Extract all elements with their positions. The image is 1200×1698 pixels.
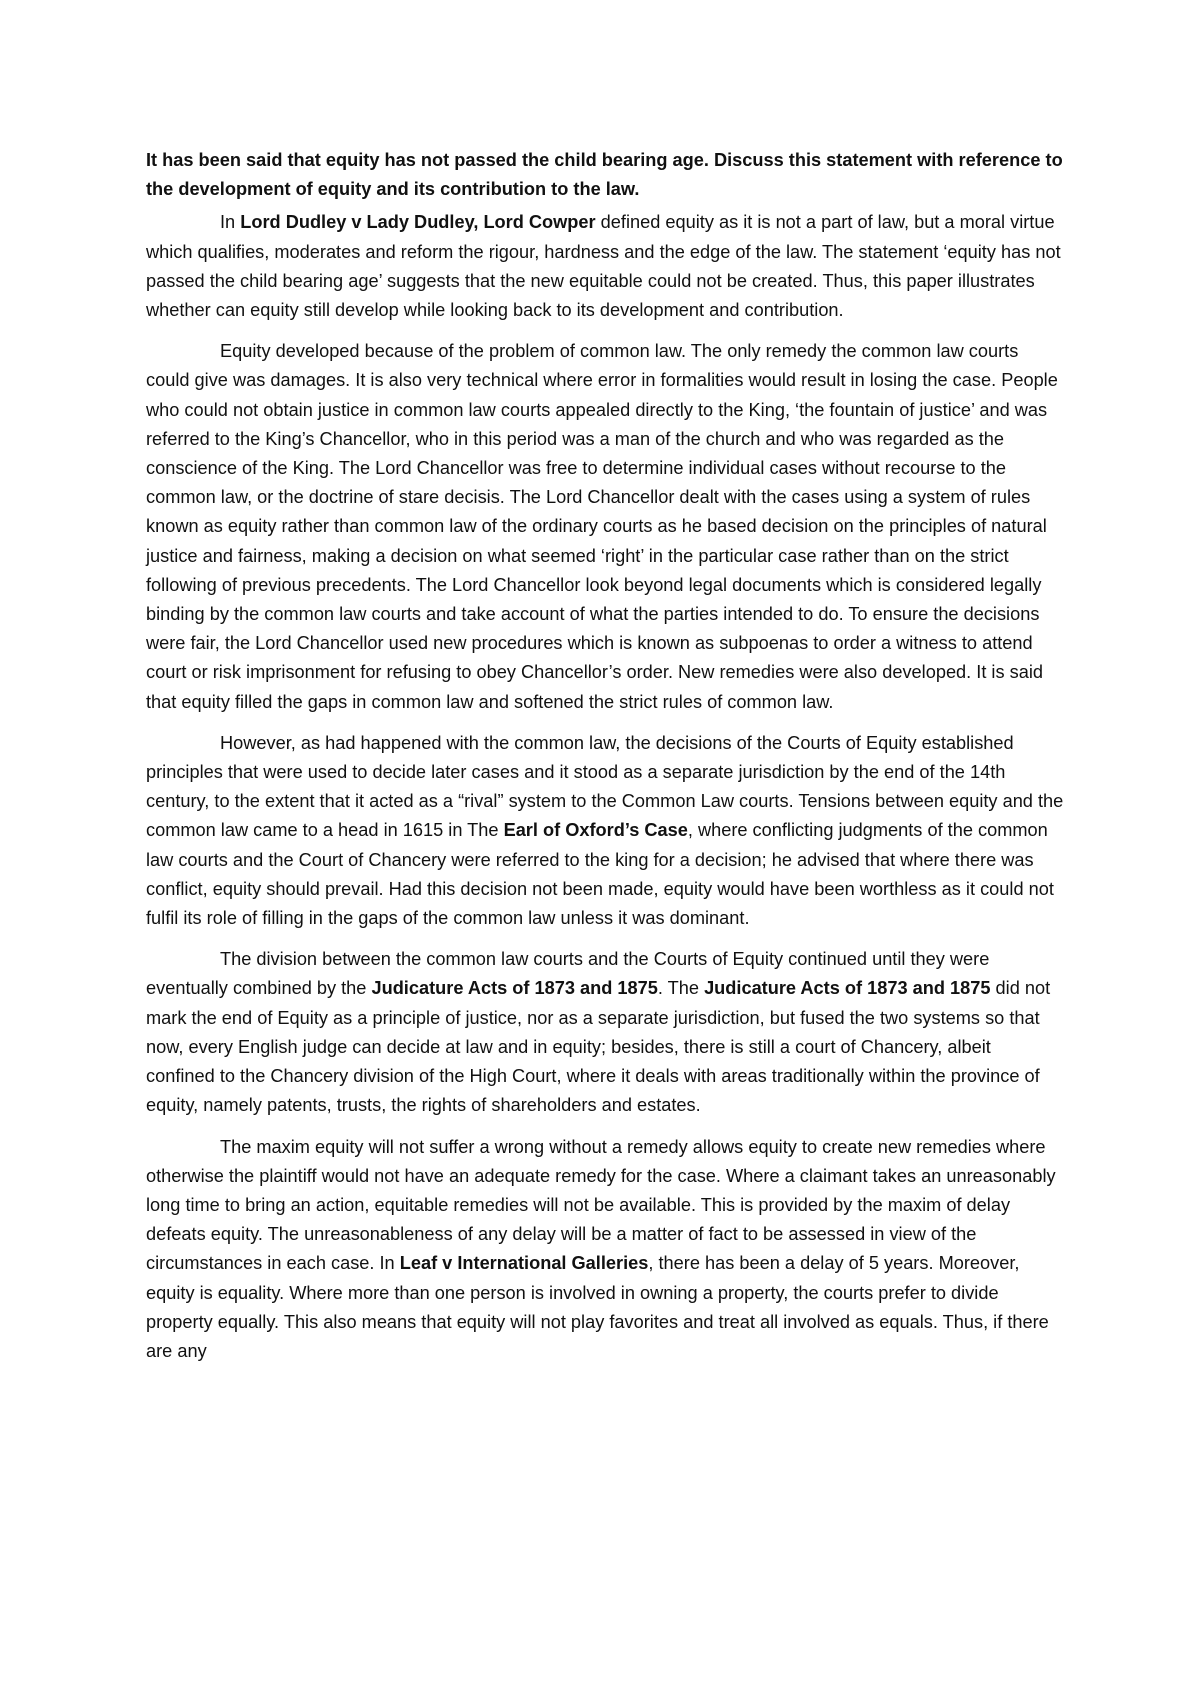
paragraph-text: did not mark the end of Equity as a principle of justice, nor as a separate jurisdiction, but fused the two systems so that now, every English judge can decide at law and in equity; besides, there is still a court of Chancery, albeit confined to the Chancery division of the High Court, where it deals with areas traditionally within the province of equity, namely patents, trusts, the rights of shareholders and estates. bbox=[146, 978, 1051, 1116]
paragraph-text: In bbox=[220, 212, 241, 233]
paragraph-judicature-acts bbox=[146, 945, 1064, 1120]
paragraph-text: However, as had happened with the common law, the decisions of the Courts of Equity established principles that were used to decide later cases and it stood as a separate jurisdiction by the end of the 14th century, to the extent that it acted as a “rival” system to the Common Law courts. Tensions between equity and the common law came to a head in 1615 in The bbox=[146, 732, 1064, 841]
case-name-dudley: Lord Dudley v Lady Dudley, Lord Cowper bbox=[240, 212, 596, 233]
case-name-leaf: Leaf v International Galleries bbox=[399, 1253, 649, 1274]
paragraph-maxims bbox=[146, 1133, 1064, 1367]
paragraph-definition bbox=[146, 208, 1064, 325]
statute-name-judicature-acts: Judicature Acts of 1873 and 1875 bbox=[371, 978, 658, 999]
statute-name-judicature-acts: Judicature Acts of 1873 and 1875 bbox=[704, 978, 991, 999]
paragraph-text: , there has been a delay of 5 years. Moreover, equity is equality. Where more than one person is involved in owning a property, the courts prefer to divide property equally. This also means that equity will not play favorites and treat all involved as equals. Thus, if there are any bbox=[146, 1253, 1049, 1361]
paragraph-development bbox=[146, 337, 1064, 717]
paragraph-text: Equity developed because of the problem of common law. The only remedy the common law courts could give was damages. It is also very technical where error in formalities would result in losing the case. People who could not obtain justice in common law courts appealed directly to the King, ‘the fountain of justice’ and was referred to the King’s Chancellor, who in this period was a man of the church and who was regarded as the conscience of the King. The Lord Chancellor was free to determine individual cases without recourse to the common law, or the doctrine of stare decisis. The Lord Chancellor dealt with the cases using a system of rules known as equity rather than common law of the ordinary courts as he based decision on the principles of natural justice and fairness, making a decision on what seemed ‘right’ in the particular case rather than on the strict following of previous precedents. The Lord Chancellor look beyond legal documents which is considered legally binding by the common law courts and take account of what the parties intended to do. To ensure the decisions were fair, the Lord Chancellor used new procedures which is known as subpoenas to order a witness to attend court or risk imprisonment for refusing to obey Chancellor’s order. New remedies were also developed. It is said that equity filled the gaps in common law and softened the strict rules of common law. bbox=[146, 341, 1058, 712]
paragraph-text: The division between the common law courts and the Courts of Equity continued until they were eventually combined by the bbox=[146, 949, 990, 999]
case-name-earl-of-oxford: Earl of Oxford’s Case bbox=[503, 820, 688, 841]
paragraph-text: The maxim equity will not suffer a wrong without a remedy allows equity to create new remedies where otherwise the plaintiff would not have an adequate remedy for the case. Where a claimant takes an unreasonably long time to bring an action, equitable remedies will not be available. This is provided by the maxim of delay defeats equity. The unreasonableness of any delay will be a matter of fact to be assessed in view of the circumstances in each case. In bbox=[146, 1136, 1056, 1274]
paragraph-text: . The bbox=[657, 978, 705, 999]
document-page bbox=[146, 146, 1064, 1366]
paragraph-rival-system bbox=[146, 729, 1064, 933]
paragraph-text: , where conflicting judgments of the common law courts and the Court of Chancery were referred to the king for a decision; he advised that where there was conflict, equity should prevail. Had this decision not been made, equity would have been worthless as it could not fulfil its role of filling in the gaps of the common law unless it was dominant. bbox=[146, 820, 1054, 929]
essay-question-heading: It has been said that equity has not passed the child bearing age. Discuss this statement with reference to the development of equity and its contribution to the law. bbox=[146, 150, 1063, 200]
paragraph-text: defined equity as it is not a part of law, but a moral virtue which qualifies, moderates and reform the rigour, hardness and the edge of the law. The statement ‘equity has not passed the child bearing age’ suggests that the new equitable could not be created. Thus, this paper illustrates whether can equity still develop while looking back to its development and contribution. bbox=[146, 212, 1061, 321]
